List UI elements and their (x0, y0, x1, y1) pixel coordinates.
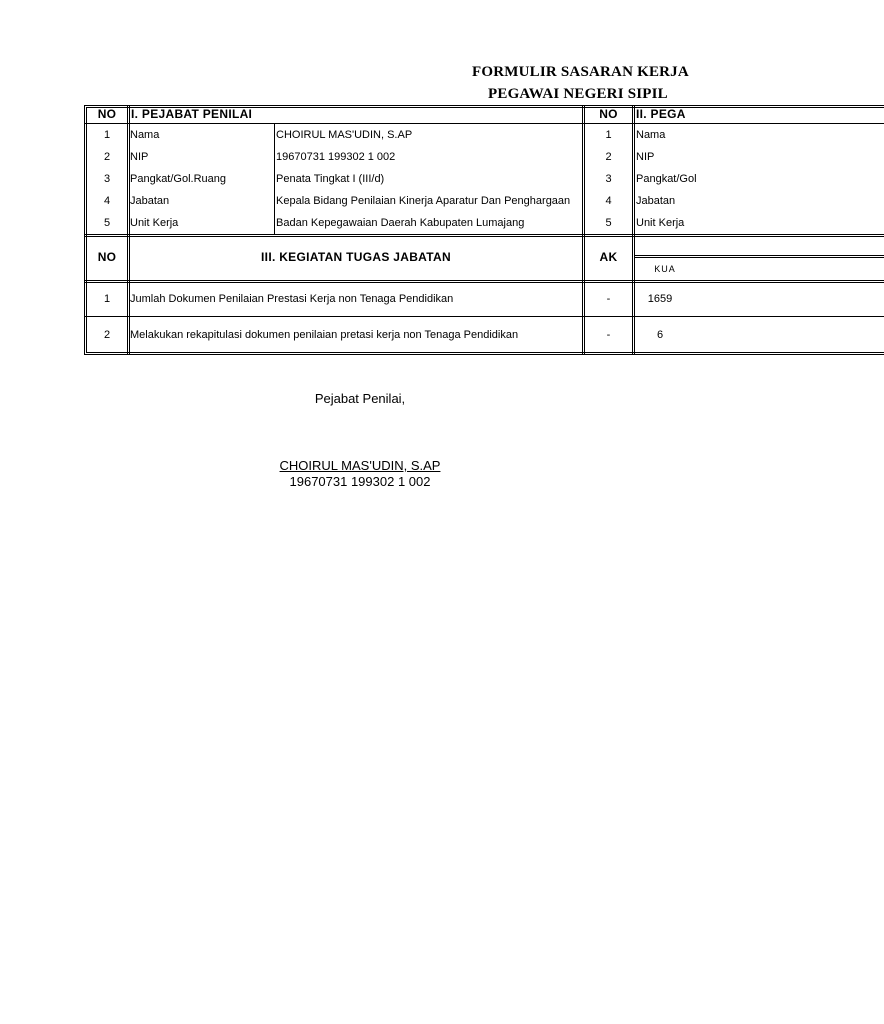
row-no: 5 (103, 217, 111, 229)
form-title: FORMULIR SASARAN KERJA (472, 64, 689, 80)
kegiatan-row-ak: - (606, 329, 611, 341)
row-value: Penata Tingkat I (III/d) (276, 173, 385, 185)
kegiatan-header: III. KEGIATAN TUGAS JABATAN (261, 250, 451, 264)
ak-header: AK (599, 250, 618, 264)
no-header-3: NO (97, 250, 117, 264)
row-value: CHOIRUL MAS'UDIN, S.AP (276, 129, 413, 141)
row-no: 3 (605, 173, 612, 185)
row-label: Jabatan (636, 195, 676, 207)
sasaran-kerja-table (84, 105, 697, 357)
kegiatan-row-kuantitas: 1659 (647, 293, 673, 305)
kegiatan-row-text: Melakukan rekapitulasi dokumen penilaian pretasi kerja non Tenaga Pendidikan (130, 329, 519, 341)
row-value: 19670731 199302 1 002 (276, 151, 396, 163)
signature-name: CHOIRUL MAS'UDIN, S.AP (279, 458, 441, 473)
row-no: 4 (103, 195, 111, 207)
row-label: Pangkat/Gol.Ruang (130, 173, 227, 185)
kegiatan-row-kuantitas: 6 (656, 329, 664, 341)
signature-nip: 19670731 199302 1 002 (289, 474, 431, 489)
kegiatan-row-no: 2 (103, 329, 111, 341)
kegiatan-row-text: Jumlah Dokumen Penilaian Prestasi Kerja non Tenaga Pendidikan (130, 293, 454, 305)
form-subtitle: PEGAWAI NEGERI SIPIL (488, 86, 668, 102)
no-header-1: NO (97, 107, 117, 121)
row-label: Unit Kerja (130, 217, 179, 229)
row-label: Unit Kerja (636, 217, 685, 229)
row-value: Kepala Bidang Penilaian Kinerja Aparatur Dan Penghargaan (276, 195, 571, 207)
row-no: 1 (103, 129, 111, 141)
kuantitas-header: KUA (654, 264, 676, 274)
row-no: 2 (605, 151, 612, 163)
row-label: NIP (636, 151, 655, 163)
row-label: Jabatan (130, 195, 170, 207)
row-label: NIP (130, 151, 149, 163)
signature-role: Pejabat Penilai, (314, 391, 406, 406)
row-label: Pangkat/Gol (636, 173, 697, 185)
row-label: Nama (636, 129, 666, 141)
kegiatan-row-no: 1 (103, 293, 111, 305)
row-no: 2 (103, 151, 111, 163)
row-no: 5 (605, 217, 612, 229)
pegawai-header: II. PEGA (636, 107, 686, 121)
row-no: 4 (605, 195, 612, 207)
row-no: 1 (605, 129, 612, 141)
row-value: Badan Kepegawaian Daerah Kabupaten Lumajang (276, 217, 525, 229)
kegiatan-row-ak: - (606, 293, 611, 305)
row-no: 3 (103, 173, 111, 185)
row-label: Nama (130, 129, 160, 141)
pejabat-penilai-header: I. PEJABAT PENILAI (131, 107, 253, 121)
no-header-2: NO (599, 107, 618, 121)
